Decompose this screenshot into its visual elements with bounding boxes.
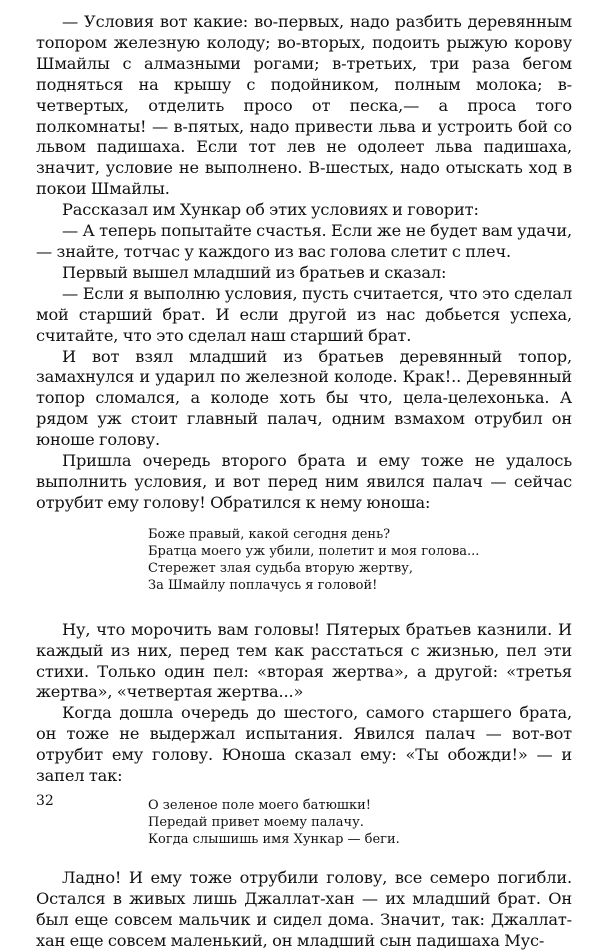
paragraph: — Условия вот какие: во-первых, надо разбить деревянным топором железную колоду; во-вторых, подоить рыжую корову Шмайлы с алмазными рогами; в-третьих, три раза бегом подняться на крышу с подойником, полным молока; в-четвертых, отделить просо от песка,— а проса того полкомнаты! — в-пятых, надо привести льва и устроить бой со львом падишаха. Если тот лев не одолеет льва падишаха, значит, условие не выполнено. В-шестых, надо отыскать ход в покои Шмайлы. — [36, 12, 572, 199]
verse-line: О зеленое поле моего батюшки! — [148, 798, 372, 813]
verse-block — [148, 526, 572, 594]
paragraph: Ну, что морочить вам головы! Пятерых братьев казнили. И каждый из них, перед тем как расстаться с жизнью, пел эти стихи. Только один пел: «вторая жертва», а другой: «третья жертва», «четвертая жертва...» — [36, 619, 572, 702]
paragraph: — Если я выполню условия, пусть считается, что это сделал мой старший брат. И если другой из нас добьется успеха, считайте, что это сделал наш старший брат. — [36, 283, 572, 345]
verse-line: Братца моего уж убили, полетит и моя голова... — [148, 543, 480, 559]
paragraph: Когда дошла очередь до шестого, самого старшего брата, он тоже не выдержал испытания. Явился палач — вот-вот отрубит ему голову. Юноша сказал ему: «Ты обожди!» — и запел так: — [36, 703, 572, 786]
page-number: 32 — [36, 793, 54, 809]
paragraph: И вот взял младший из братьев деревянный топор, замахнулся и ударил по железной колоде. Крак!.. Деревянный топор сломался, а колоде хоть бы что, цела-целехонька. А рядом уж стоит главный палач, одним взмахом отрубил он юноше голову. — [36, 346, 572, 450]
verse-line: Передай привет моему палачу. — [148, 815, 364, 830]
verse-line: Стережет злая судьба вторую жертву, — [148, 560, 414, 576]
paragraph: Рассказал им Хункар об этих условиях и говорит: — [62, 200, 479, 220]
verse-line: Боже правый, какой сегодня день? — [148, 526, 391, 542]
verse-line: За Шмайлу поплачусь я головой! — [148, 577, 378, 593]
paragraph: Пришла очередь второго брата и ему тоже не удалось выполнить условия, и вот перед ним явился палач — сейчас отрубит ему голову! Обратился к нему юноша: — [36, 451, 572, 512]
verse-line: Когда слышишь имя Хункар — беги. — [148, 832, 400, 847]
paragraph: — А теперь попытайте счастья. Если же не будет вам удачи,— знайте, тотчас у каждого из вас голова слетит с плеч. — [36, 221, 572, 261]
paragraph: Ладно! И ему тоже отрубили голову, все семеро погибли. Остался в живых лишь Джаллат-хан — их младший брат. Он был еще совсем мальчик и сидел дома. Значит, так: Джаллат-хан еще совсем маленький, он младший сын падишаха Мус- — [36, 868, 572, 950]
verse-block — [148, 797, 572, 848]
paragraph: Первый вышел младший из братьев и сказал: — [62, 262, 447, 282]
